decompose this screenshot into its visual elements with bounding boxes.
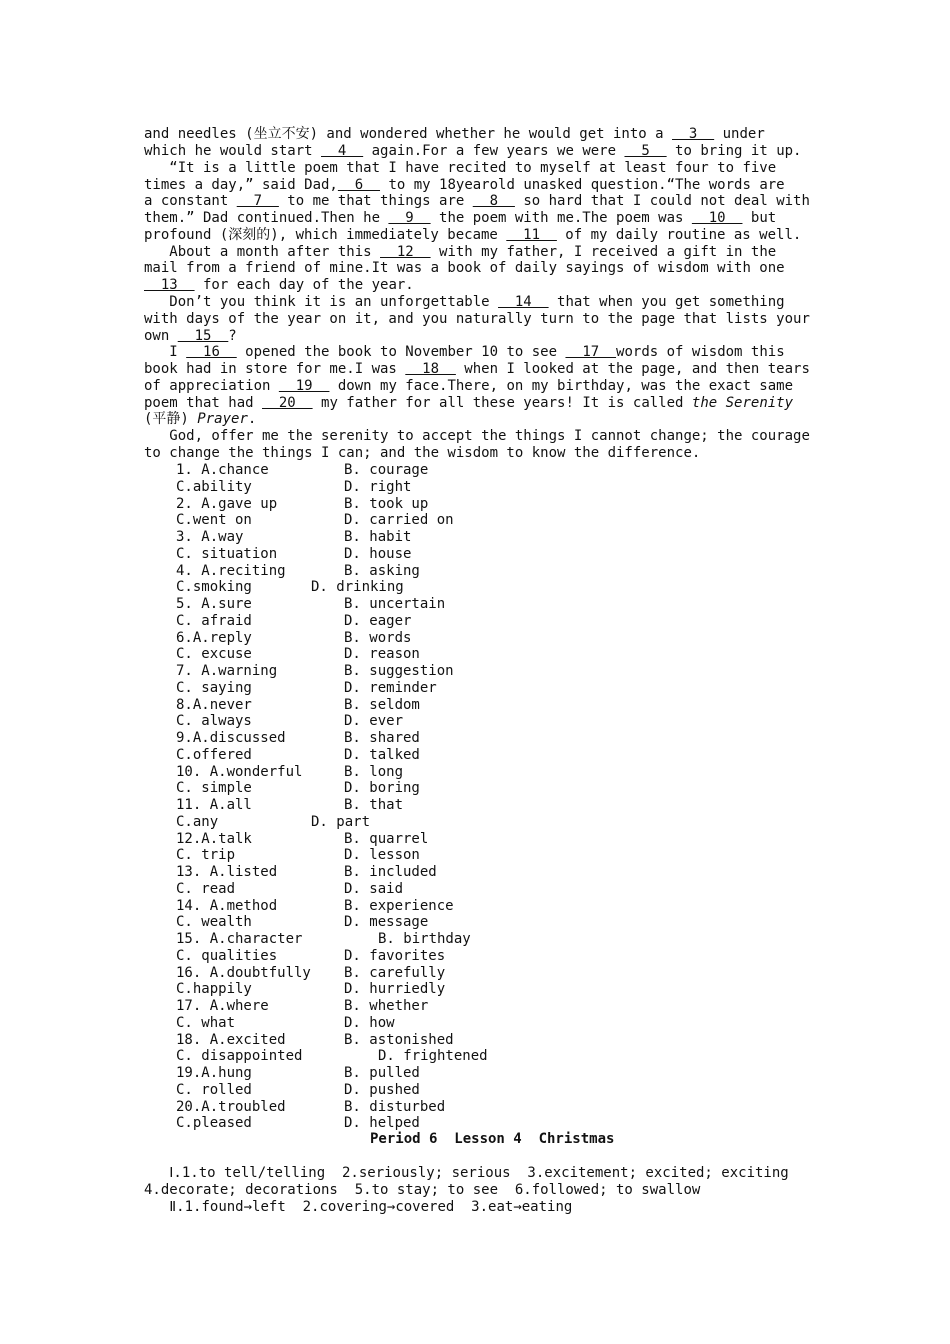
blank-20: 20: [262, 395, 313, 411]
option-d: D. said: [344, 880, 404, 897]
option-d: D. talked: [344, 746, 420, 763]
option-a: 16. A.doubtfully: [176, 964, 311, 981]
option-row: [176, 596, 576, 613]
option-b: B. uncertain: [344, 596, 446, 612]
option-row: [176, 563, 576, 580]
blank-8: 8: [472, 193, 515, 209]
option-row: [176, 630, 576, 647]
option-row: [176, 697, 576, 714]
option-d: D. favorites: [344, 947, 446, 964]
option-d: D. message: [344, 914, 429, 931]
option-c: C. read: [176, 880, 236, 897]
option-c: C. what: [176, 1014, 236, 1031]
passage-line: with days of the year on it, and you naturally turn to the page that lists your: [144, 311, 810, 327]
blank-5: 5: [624, 143, 667, 159]
option-row: [176, 546, 576, 563]
option-b: B. birthday: [378, 931, 471, 947]
option-row: [176, 881, 576, 898]
option-row: [176, 730, 576, 747]
option-d: D. house: [344, 545, 412, 562]
option-d: D. how: [344, 1014, 395, 1031]
option-c: C. rolled: [176, 1081, 252, 1098]
option-a: 1. A.chance: [176, 462, 269, 478]
option-a: 7. A.warning: [176, 663, 278, 679]
passage-line: own 15 ?: [144, 328, 237, 344]
option-row: [176, 797, 576, 814]
blank-4: 4: [321, 143, 364, 159]
option-b: B. words: [344, 629, 412, 646]
blank-16: 16: [186, 344, 237, 360]
passage-line: and needles (坐立不安) and wondered whether he would get into a 3 under: [144, 126, 765, 142]
option-row: [176, 613, 576, 630]
option-d: D. lesson: [344, 847, 420, 864]
option-row: [176, 1115, 576, 1132]
blank-19: 19: [278, 378, 330, 394]
answer-line: Ⅰ.1.to tell/telling 2.seriously; serious 3.excitement; excited; exciting: [144, 1165, 789, 1181]
option-a: 9.A.discussed: [176, 730, 286, 746]
option-c: C. wealth: [176, 914, 252, 931]
option-b: B. took up: [344, 495, 429, 512]
option-a: 8.A.never: [176, 696, 252, 713]
option-d: D. boring: [344, 780, 420, 797]
answer-line: Ⅱ.1.found→left 2.covering→covered 3.eat→eating: [144, 1199, 573, 1215]
option-b: B. asking: [344, 562, 420, 579]
option-b: B. disturbed: [344, 1098, 446, 1115]
option-b: B. courage: [344, 462, 429, 478]
option-c: C. situation: [176, 545, 278, 562]
passage-line: which he would start 4 again.For a few years we were 5 to bring it up.: [144, 143, 802, 159]
passage-line: times a day,” said Dad, 6 to my 18yearold unasked question.“The words are: [144, 177, 785, 193]
option-d: D. reminder: [344, 679, 437, 696]
blank-11: 11: [506, 227, 557, 243]
blank-15: 15: [177, 328, 229, 344]
option-c: C. disappointed: [176, 1048, 303, 1065]
option-row: [176, 1048, 576, 1065]
option-row: [176, 914, 576, 931]
option-b: B. astonished: [344, 1031, 454, 1048]
option-b: B. shared: [344, 730, 420, 746]
blank-3: 3: [672, 126, 715, 142]
passage-line: “It is a little poem that I have recited to myself at least four to five: [144, 160, 777, 176]
answer-line: 4.decorate; decorations 5.to stay; to see 6.followed; to swallow: [144, 1182, 701, 1198]
option-b: B. long: [344, 763, 404, 780]
option-b: B. experience: [344, 897, 454, 914]
blank-14: 14: [498, 294, 549, 310]
option-d: D. right: [344, 478, 412, 495]
option-a: 2. A.gave up: [176, 495, 278, 512]
option-row: [176, 479, 576, 496]
option-c: C.offered: [176, 746, 252, 763]
option-a: 17. A.where: [176, 998, 269, 1014]
option-d: D. pushed: [344, 1081, 420, 1098]
option-a: 14. A.method: [176, 897, 278, 914]
option-c: C.smoking: [176, 579, 252, 596]
passage-line: Don’t you think it is an unforgettable 14 that when you get something: [144, 294, 785, 310]
option-c: C.went on: [176, 512, 252, 529]
option-row: [176, 814, 576, 831]
option-a: 11. A.all: [176, 797, 252, 813]
option-a: 12.A.talk: [176, 830, 252, 847]
option-row: [176, 864, 576, 881]
option-row: [176, 831, 576, 848]
option-a: 13. A.listed: [176, 864, 278, 880]
option-row: [176, 847, 576, 864]
option-c: C.ability: [176, 478, 252, 495]
option-row: [176, 529, 576, 546]
option-row: [176, 948, 576, 965]
option-b: B. suggestion: [344, 663, 454, 679]
option-row: [176, 747, 576, 764]
blank-17: 17: [565, 344, 617, 360]
option-a: 3. A.way: [176, 529, 244, 545]
option-row: [176, 998, 576, 1015]
option-row: [176, 1082, 576, 1099]
passage-line: a constant 7 to me that things are 8 so hard that I could not deal with: [144, 193, 810, 209]
option-row: [176, 579, 576, 596]
blank-13: 13: [144, 277, 195, 293]
option-a: 19.A.hung: [176, 1065, 252, 1081]
option-b: B. quarrel: [344, 830, 429, 847]
option-row: [176, 496, 576, 513]
option-a: 10. A.wonderful: [176, 763, 303, 780]
option-b: B. pulled: [344, 1065, 420, 1081]
option-row: [176, 512, 576, 529]
option-c: C. simple: [176, 780, 252, 797]
option-a: 5. A.sure: [176, 596, 252, 612]
option-row: [176, 680, 576, 697]
option-c: C.happily: [176, 981, 252, 998]
blank-6: 6: [337, 177, 381, 193]
option-c: C. saying: [176, 679, 252, 696]
option-b: B. habit: [344, 529, 412, 545]
option-row: [176, 663, 576, 680]
option-d: D. part: [311, 813, 371, 830]
option-c: C. excuse: [176, 646, 252, 663]
passage-line: I 16 opened the book to November 10 to see 17 words of wisdom this: [144, 344, 785, 360]
option-a: 18. A.excited: [176, 1031, 286, 1048]
passage-line: mail from a friend of mine.It was a book of daily sayings of wisdom with one: [144, 260, 785, 276]
option-d: D. carried on: [344, 512, 454, 529]
option-a: 15. A.character: [176, 931, 303, 947]
passage-line: to change the things I can; and the wisdom to know the difference.: [144, 445, 701, 461]
blank-12: 12: [380, 244, 431, 260]
option-d: D. helped: [344, 1115, 420, 1132]
option-row: [176, 981, 576, 998]
option-row: [176, 1099, 576, 1116]
option-b: B. included: [344, 864, 437, 880]
option-b: B. that: [344, 797, 404, 813]
option-row: [176, 1065, 576, 1082]
option-d: D. reason: [344, 646, 420, 663]
option-row: [176, 931, 576, 948]
option-b: B. carefully: [344, 964, 446, 981]
option-d: D. ever: [344, 713, 404, 730]
option-b: B. seldom: [344, 696, 420, 713]
option-d: D. drinking: [311, 579, 404, 596]
section-title: Period 6 Lesson 4 Christmas: [370, 1131, 615, 1147]
passage-line: About a month after this 12 with my father, I received a gift in the: [144, 244, 777, 260]
passage-line: poem that had 20 my father for all these years! It is called the Serenity: [144, 395, 794, 411]
option-c: C. trip: [176, 847, 236, 864]
blank-9: 9: [388, 210, 431, 226]
option-row: [176, 462, 576, 479]
option-row: [176, 965, 576, 982]
option-row: [176, 1032, 576, 1049]
option-a: 6.A.reply: [176, 629, 252, 646]
option-c: C. qualities: [176, 947, 278, 964]
blank-10: 10: [691, 210, 743, 226]
passage-line: of appreciation 19 down my face.There, on my birthday, was the exact same: [144, 378, 794, 394]
blank-7: 7: [236, 193, 279, 209]
option-c: C.pleased: [176, 1115, 252, 1132]
passage-line: profound (深刻的), which immediately became 11 of my daily routine as well.: [144, 227, 802, 243]
option-a: 4. A.reciting: [176, 562, 286, 579]
passage-line: book had in store for me.I was 18 when I looked at the page, and then tears: [144, 361, 810, 377]
passage-line: (平静) Prayer.: [144, 411, 257, 427]
option-row: [176, 1015, 576, 1032]
option-row: [176, 713, 576, 730]
option-row: [176, 780, 576, 797]
option-d: D. eager: [344, 612, 412, 629]
option-row: [176, 764, 576, 781]
passage-line: them.” Dad continued.Then he 9 the poem with me.The poem was 10 but: [144, 210, 777, 226]
option-c: C. always: [176, 713, 252, 730]
option-c: C.any: [176, 813, 219, 830]
option-row: [176, 898, 576, 915]
option-d: D. frightened: [378, 1048, 488, 1065]
option-a: 20.A.troubled: [176, 1098, 286, 1115]
option-b: B. whether: [344, 998, 429, 1014]
passage-line: God, offer me the serenity to accept the things I cannot change; the courage: [144, 428, 810, 444]
blank-18: 18: [405, 361, 456, 377]
option-d: D. hurriedly: [344, 981, 446, 998]
option-row: [176, 646, 576, 663]
passage-line: 13 for each day of the year.: [144, 277, 414, 293]
option-c: C. afraid: [176, 612, 252, 629]
